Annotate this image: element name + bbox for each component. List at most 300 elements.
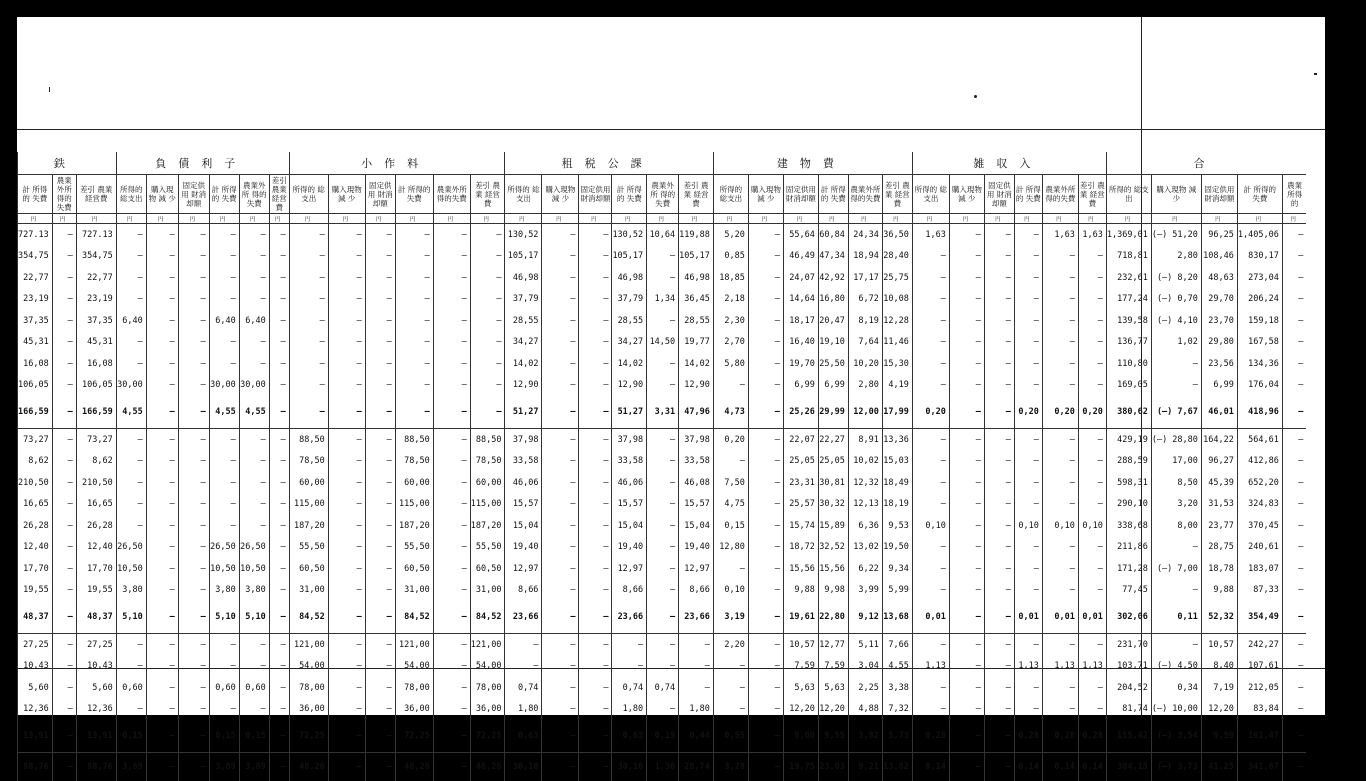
table-row <box>18 699 1307 721</box>
table-cell: 10,20 <box>848 353 882 375</box>
column-header: 差引 農業 経営費 <box>679 175 714 214</box>
table-cell: 164,22 <box>1201 429 1237 451</box>
unit-label: 円 <box>328 214 365 224</box>
table-cell: 24,07 <box>783 267 818 289</box>
table-cell: — <box>328 537 365 559</box>
table-cell: 23,56 <box>1201 353 1237 375</box>
table-cell: 28,74 <box>679 753 714 781</box>
table-cell: 13,91 <box>76 720 116 753</box>
top-border-line <box>17 129 1325 130</box>
table-cell: — <box>579 224 612 246</box>
table-cell: — <box>328 224 365 246</box>
table-cell: — <box>542 289 579 311</box>
table-cell: — <box>748 289 783 311</box>
table-cell: — <box>328 267 365 289</box>
table-cell: — <box>1078 494 1106 516</box>
table-cell: — <box>239 494 269 516</box>
table-cell: — <box>269 720 289 753</box>
column-header: 農業外所 得的失費 <box>647 175 679 214</box>
table-cell: 0,15 <box>116 720 146 753</box>
table-cell: 60,00 <box>470 472 505 494</box>
table-cell: 3,80 <box>209 580 239 602</box>
unit-label: 円 <box>1106 214 1151 224</box>
table-cell: — <box>542 515 579 537</box>
table-cell: — <box>269 656 289 678</box>
table-cell: — <box>984 267 1014 289</box>
table-cell: 5,60 <box>18 677 53 699</box>
table-cell: 8,66 <box>612 580 647 602</box>
table-cell: — <box>748 451 783 473</box>
table-cell: — <box>949 310 984 332</box>
table-cell: — <box>209 451 239 473</box>
table-cell: — <box>748 494 783 516</box>
table-cell: 3,04 <box>848 656 882 678</box>
column-header: 購入現物 減 少 <box>748 175 783 214</box>
table-cell: 0,63 <box>505 720 542 753</box>
table-cell: — <box>269 515 289 537</box>
table-row <box>18 429 1307 451</box>
table-cell: — <box>579 267 612 289</box>
table-cell: 0,14 <box>1014 753 1042 781</box>
table-cell: 33,58 <box>505 451 542 473</box>
table-cell: — <box>984 494 1014 516</box>
table-cell: (—) 10,00 <box>1151 699 1201 721</box>
table-cell: — <box>1078 375 1106 397</box>
group-header: 雑収入 <box>912 152 1106 175</box>
table-cell: — <box>579 558 612 580</box>
table-cell: 0,19 <box>647 720 679 753</box>
table-cell: 2,80 <box>1151 246 1201 268</box>
table-cell: — <box>395 332 433 354</box>
column-header: 計 所得的 失費 <box>18 175 53 214</box>
table-cell: — <box>1042 429 1078 451</box>
average-row <box>18 720 1307 753</box>
table-cell: — <box>647 310 679 332</box>
table-cell: — <box>470 310 505 332</box>
table-cell: — <box>1042 332 1078 354</box>
table-cell: 72,25 <box>395 720 433 753</box>
unit-label: 円 <box>365 214 395 224</box>
table-cell: — <box>1014 332 1042 354</box>
table-cell: 10,57 <box>1201 634 1237 656</box>
table-cell: — <box>146 753 178 781</box>
table-cell: — <box>178 310 209 332</box>
table-cell: — <box>328 699 365 721</box>
table-row <box>18 558 1307 580</box>
table-cell: 5,60 <box>76 677 116 699</box>
table-cell: 48,63 <box>1201 267 1237 289</box>
table-cell: 9,88 <box>1201 580 1237 602</box>
table-cell: 2,18 <box>713 289 748 311</box>
unit-label: 円 <box>116 214 146 224</box>
table-cell: 45,31 <box>18 332 53 354</box>
table-cell: — <box>433 289 470 311</box>
table-cell: 52,32 <box>1201 601 1237 634</box>
table-cell: — <box>433 494 470 516</box>
table-cell: 290,10 <box>1106 494 1151 516</box>
table-cell: 206,24 <box>1237 289 1282 311</box>
table-cell: — <box>178 537 209 559</box>
table-cell: 10,50 <box>116 558 146 580</box>
table-cell: 3,80 <box>116 580 146 602</box>
table-cell: — <box>579 720 612 753</box>
table-row <box>18 634 1307 656</box>
table-cell: 28,55 <box>505 310 542 332</box>
table-cell: 4,55 <box>209 396 239 429</box>
table-cell: 0,01 <box>1014 601 1042 634</box>
table-cell: 8,62 <box>18 451 53 473</box>
table-cell: 45,39 <box>1201 472 1237 494</box>
table-cell: 7,59 <box>818 656 848 678</box>
table-cell: 166,59 <box>76 396 116 429</box>
table-cell: 46,98 <box>679 267 714 289</box>
table-cell: — <box>1014 310 1042 332</box>
table-cell: — <box>542 353 579 375</box>
table-cell: 0,14 <box>912 753 949 781</box>
table-cell: 176,04 <box>1237 375 1282 397</box>
table-cell: — <box>209 224 239 246</box>
table-cell: — <box>1282 601 1306 634</box>
table-cell: — <box>52 472 76 494</box>
table-cell: — <box>1282 494 1306 516</box>
table-cell: (—) 8,20 <box>1151 267 1201 289</box>
table-cell: — <box>1282 537 1306 559</box>
column-header: 農業 所得的 <box>1282 175 1306 214</box>
table-cell: 15,30 <box>882 353 912 375</box>
table-cell: 14,64 <box>783 289 818 311</box>
table-cell: — <box>1014 580 1042 602</box>
table-cell: — <box>289 246 328 268</box>
table-cell: 9,00 <box>783 720 818 753</box>
table-cell: 47,34 <box>818 246 848 268</box>
table-cell: 10,50 <box>209 558 239 580</box>
column-header: 固定供用 財消却額 <box>579 175 612 214</box>
table-cell: — <box>116 515 146 537</box>
table-cell: 28,55 <box>679 310 714 332</box>
table-cell: 15,57 <box>679 494 714 516</box>
table-cell: — <box>52 677 76 699</box>
table-cell: 6,36 <box>848 515 882 537</box>
table-cell: 12,20 <box>783 699 818 721</box>
table-cell: 9,12 <box>848 601 882 634</box>
table-cell: — <box>116 267 146 289</box>
table-cell: 1,13 <box>912 656 949 678</box>
table-cell: — <box>1282 656 1306 678</box>
table-cell: — <box>269 580 289 602</box>
table-cell: — <box>1282 246 1306 268</box>
unit-label: 円 <box>984 214 1014 224</box>
table-cell: — <box>470 267 505 289</box>
table-cell: — <box>542 720 579 753</box>
table-cell: 0,60 <box>116 677 146 699</box>
table-cell: (—) 3,73 <box>1151 753 1201 781</box>
table-cell: — <box>239 246 269 268</box>
table-cell: — <box>269 310 289 332</box>
table-cell: 34,27 <box>505 332 542 354</box>
table-cell: — <box>1014 699 1042 721</box>
column-header: 購入現物 減 少 <box>542 175 579 214</box>
table-cell: 15,74 <box>783 515 818 537</box>
table-cell: 1,63 <box>912 224 949 246</box>
table-cell: — <box>949 699 984 721</box>
table-cell: 48,26 <box>395 753 433 781</box>
table-cell: — <box>612 656 647 678</box>
table-cell: 8,66 <box>505 580 542 602</box>
table-cell: 598,31 <box>1106 472 1151 494</box>
unit-label: 円 <box>269 214 289 224</box>
table-cell: — <box>239 451 269 473</box>
table-cell: 12,40 <box>18 537 53 559</box>
table-cell: 60,50 <box>289 558 328 580</box>
table-cell: 304,15 <box>1106 753 1151 781</box>
table-cell: 0,60 <box>209 677 239 699</box>
table-cell: — <box>365 720 395 753</box>
table-cell: 7,59 <box>783 656 818 678</box>
table-cell: 88,76 <box>76 753 116 781</box>
table-cell: — <box>328 580 365 602</box>
table-cell: — <box>542 451 579 473</box>
table-cell: — <box>579 451 612 473</box>
unit-label: 円 <box>1042 214 1078 224</box>
table-cell: — <box>984 753 1014 781</box>
column-header: 購入現物 減 少 <box>949 175 984 214</box>
table-cell: 54,00 <box>470 656 505 678</box>
table-cell: — <box>1282 289 1306 311</box>
table-cell: — <box>984 332 1014 354</box>
table-cell: 341,67 <box>1237 753 1282 781</box>
table-cell: — <box>52 537 76 559</box>
table-cell: — <box>178 375 209 397</box>
table-cell: — <box>984 580 1014 602</box>
table-cell: 0,60 <box>239 677 269 699</box>
table-cell: — <box>239 699 269 721</box>
table-cell: 1,63 <box>1078 224 1106 246</box>
table-cell: — <box>289 353 328 375</box>
table-cell: — <box>949 753 984 781</box>
table-cell: — <box>269 494 289 516</box>
table-cell: — <box>289 310 328 332</box>
table-cell: — <box>748 332 783 354</box>
table-cell: — <box>949 494 984 516</box>
table-cell: — <box>328 720 365 753</box>
table-cell: 9,21 <box>848 753 882 781</box>
table-cell: — <box>365 472 395 494</box>
table-row <box>18 375 1307 397</box>
table-cell: — <box>52 396 76 429</box>
table-cell: 51,27 <box>505 396 542 429</box>
table-cell: — <box>328 353 365 375</box>
speck-mark <box>1314 73 1317 75</box>
table-cell: 727.13 <box>18 224 53 246</box>
table-cell: 103,71 <box>1106 656 1151 678</box>
table-cell: — <box>178 396 209 429</box>
table-cell: 27,25 <box>18 634 53 656</box>
table-cell: 60,00 <box>395 472 433 494</box>
table-cell: (—) 4,10 <box>1151 310 1201 332</box>
table-cell: 0,15 <box>209 720 239 753</box>
table-cell: 106,05 <box>76 375 116 397</box>
table-cell: — <box>1282 515 1306 537</box>
table-cell: — <box>146 396 178 429</box>
table-cell: 34,27 <box>612 332 647 354</box>
table-cell: 354,75 <box>18 246 53 268</box>
table-cell: 10,02 <box>848 451 882 473</box>
table-row <box>18 310 1307 332</box>
table-cell: 5,10 <box>239 601 269 634</box>
table-cell: — <box>178 494 209 516</box>
table-cell: 0,20 <box>1014 396 1042 429</box>
table-cell: — <box>178 601 209 634</box>
table-cell: 51,27 <box>612 396 647 429</box>
table-cell: — <box>289 267 328 289</box>
table-cell: — <box>116 353 146 375</box>
unit-label: 円 <box>505 214 542 224</box>
table-cell: — <box>748 515 783 537</box>
table-cell: 121,00 <box>289 634 328 656</box>
table-cell: — <box>52 246 76 268</box>
table-cell: — <box>984 246 1014 268</box>
table-cell: — <box>949 451 984 473</box>
table-cell: — <box>365 310 395 332</box>
table-cell: 46,06 <box>612 472 647 494</box>
table-cell: 37,79 <box>505 289 542 311</box>
unit-label: 円 <box>1078 214 1106 224</box>
table-cell: — <box>116 289 146 311</box>
table-cell: 15,56 <box>783 558 818 580</box>
table-row <box>18 537 1307 559</box>
table-cell: — <box>52 515 76 537</box>
unit-label: 円 <box>579 214 612 224</box>
table-cell: — <box>209 332 239 354</box>
table-cell: 47,96 <box>679 396 714 429</box>
table-cell: — <box>542 375 579 397</box>
table-cell: — <box>1014 537 1042 559</box>
unit-label: 円 <box>1237 214 1282 224</box>
table-cell: — <box>209 472 239 494</box>
table-cell: — <box>1282 634 1306 656</box>
table-cell: 7,66 <box>882 634 912 656</box>
table-cell: 121,00 <box>470 634 505 656</box>
table-cell: 96,25 <box>1201 224 1237 246</box>
table-cell: — <box>178 656 209 678</box>
table-cell: 652,20 <box>1237 472 1282 494</box>
table-cell: — <box>612 634 647 656</box>
table-cell: — <box>328 558 365 580</box>
table-cell: — <box>579 656 612 678</box>
table-cell: — <box>178 699 209 721</box>
table-cell: — <box>365 396 395 429</box>
column-header: 購入現物 減 少 <box>146 175 178 214</box>
column-header: 差引 農業 経営費 <box>882 175 912 214</box>
table-cell: 4,55 <box>116 396 146 429</box>
table-cell: — <box>52 429 76 451</box>
table-cell: — <box>365 601 395 634</box>
table-cell: — <box>949 515 984 537</box>
unit-label: 円 <box>542 214 579 224</box>
table-cell: — <box>1042 634 1078 656</box>
table-cell: — <box>1282 429 1306 451</box>
table-cell: — <box>912 677 949 699</box>
table-cell: 6,22 <box>848 558 882 580</box>
table-cell: — <box>679 677 714 699</box>
table-cell: 60,50 <box>470 558 505 580</box>
table-cell: — <box>579 310 612 332</box>
scan-edge <box>1325 17 1349 715</box>
table-cell: — <box>1078 332 1106 354</box>
table-cell: 15,04 <box>679 515 714 537</box>
table-cell: — <box>579 537 612 559</box>
column-header: 固定供用 財消却額 <box>783 175 818 214</box>
table-cell: 41,25 <box>1201 753 1237 781</box>
table-cell: — <box>365 429 395 451</box>
table-cell: 5,73 <box>882 720 912 753</box>
table-cell: — <box>269 353 289 375</box>
table-cell: 3,89 <box>116 753 146 781</box>
group-header-row <box>18 152 1307 175</box>
table-cell: — <box>365 656 395 678</box>
table-cell: — <box>1014 375 1042 397</box>
table-cell: 19,40 <box>679 537 714 559</box>
table-cell: — <box>1014 677 1042 699</box>
table-cell: 32,52 <box>818 537 848 559</box>
column-header: 差引 農業 経営費 <box>269 175 289 214</box>
table-row <box>18 656 1307 678</box>
table-cell: — <box>146 494 178 516</box>
table-cell: — <box>542 656 579 678</box>
table-cell: — <box>178 224 209 246</box>
table-cell: — <box>1042 451 1078 473</box>
unit-label: 円 <box>433 214 470 224</box>
table-cell: — <box>433 720 470 753</box>
table-cell: 36,45 <box>679 289 714 311</box>
table-cell: 78,50 <box>470 451 505 473</box>
table-cell: — <box>365 375 395 397</box>
table-cell: — <box>209 515 239 537</box>
table-cell: — <box>949 429 984 451</box>
table-cell: 3,28 <box>713 753 748 781</box>
table-cell: — <box>365 353 395 375</box>
table-cell: 48,26 <box>470 753 505 781</box>
table-cell: 121,00 <box>395 634 433 656</box>
table-cell: — <box>146 580 178 602</box>
group-header: 小作料 <box>289 152 505 175</box>
table-cell: — <box>395 375 433 397</box>
unit-label: 円 <box>713 214 748 224</box>
table-cell: — <box>52 353 76 375</box>
table-cell: — <box>748 656 783 678</box>
table-cell: 31,00 <box>395 580 433 602</box>
column-header: 固定供用 財消却額 <box>178 175 209 214</box>
table-cell: 830,17 <box>1237 246 1282 268</box>
table-cell: 177,24 <box>1106 289 1151 311</box>
table-cell: 2,20 <box>713 634 748 656</box>
table-cell: — <box>52 656 76 678</box>
table-cell: — <box>269 753 289 781</box>
group-header: 建物費 <box>713 152 912 175</box>
column-header: 農業外所 得的失費 <box>433 175 470 214</box>
table-cell: — <box>542 580 579 602</box>
table-cell: — <box>146 224 178 246</box>
table-cell: 25,75 <box>882 267 912 289</box>
table-cell: — <box>647 634 679 656</box>
table-cell: — <box>239 634 269 656</box>
table-cell: — <box>146 634 178 656</box>
table-cell: 78,00 <box>470 677 505 699</box>
table-cell: — <box>579 753 612 781</box>
table-cell: 12,36 <box>18 699 53 721</box>
table-cell: 1,13 <box>1014 656 1042 678</box>
table-cell: — <box>116 634 146 656</box>
